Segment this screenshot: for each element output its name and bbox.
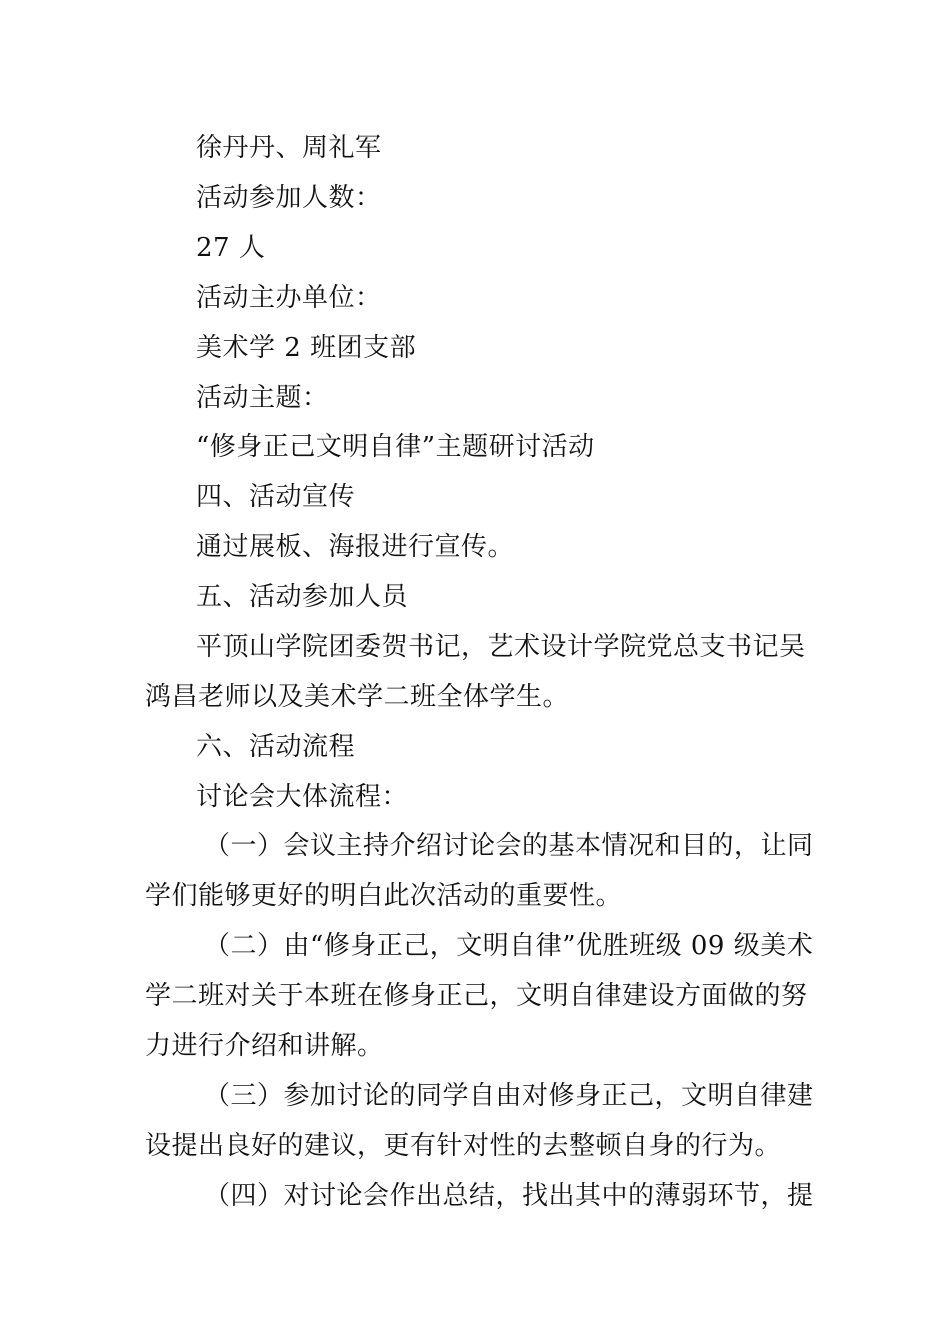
text-line: （二）由“修身正己，文明自律”优胜班级 09 级美术 — [204, 931, 814, 961]
section-heading: 六、活动流程 — [196, 732, 356, 762]
text-line: 通过展板、海报进行宣传。 — [196, 532, 515, 562]
section-heading: 五、活动参加人员 — [196, 582, 409, 612]
text-line: 学二班对关于本班在修身正己，文明自律建设方面做的努 — [145, 981, 808, 1011]
text-line: 平顶山学院团委贺书记，艺术设计学院党总支书记吴 — [196, 632, 806, 662]
text-line: 美术学 2 班团支部 — [196, 333, 417, 363]
text-line: 活动主题： — [196, 383, 329, 413]
text-line: “修身正己文明自律”主题研讨活动 — [196, 432, 595, 462]
text-line: 设提出良好的建议，更有针对性的去整顿自身的行为。 — [145, 1131, 782, 1161]
text-line: 27 人 — [196, 233, 266, 263]
text-line: （一）会议主持介绍讨论会的基本情况和目的，让同 — [204, 831, 814, 861]
text-line: 力进行介绍和讲解。 — [145, 1031, 384, 1061]
text-line: 活动主办单位： — [196, 283, 382, 313]
text-line: （四）对讨论会作出总结，找出其中的薄弱环节，提 — [204, 1181, 814, 1211]
text-line: （三）参加讨论的同学自由对修身正己，文明自律建 — [204, 1081, 814, 1111]
section-heading: 四、活动宣传 — [196, 482, 356, 512]
text-line: 活动参加人数： — [196, 183, 382, 213]
text-line: 学们能够更好的明白此次活动的重要性。 — [145, 881, 623, 911]
text-line: 徐丹丹、周礼军 — [196, 133, 382, 163]
text-line: 鸿昌老师以及美术学二班全体学生。 — [145, 682, 570, 712]
text-line: 讨论会大体流程： — [196, 782, 409, 812]
